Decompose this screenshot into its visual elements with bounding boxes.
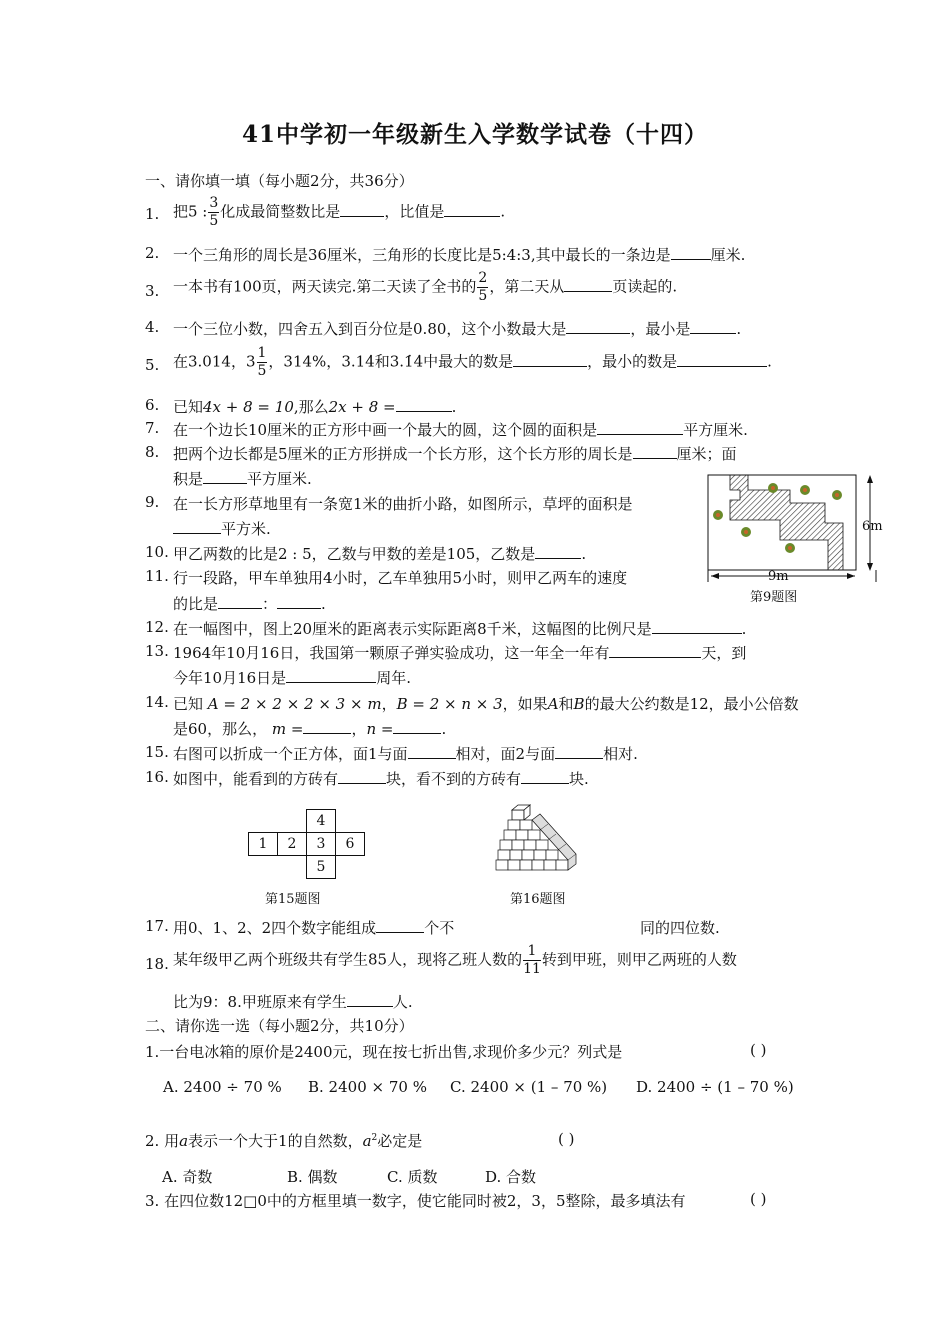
answer-blank[interactable] xyxy=(408,744,456,759)
q18-number: 18. xyxy=(145,955,169,973)
question-6: 已知4x + 8 = 10,那么2x + 8 = . xyxy=(173,398,457,416)
answer-blank[interactable] xyxy=(597,420,683,435)
net-face-3: 3 xyxy=(307,833,336,856)
q6-number: 6. xyxy=(145,396,160,414)
fraction: $\frac{1}{5}$ xyxy=(257,345,267,379)
section-1-heading: 一、请你填一填（每小题2分，共36分） xyxy=(145,172,414,190)
figure-16-caption: 第16题图 xyxy=(510,892,566,907)
q15-number: 15. xyxy=(145,743,169,761)
question-17: 用0、1、2、2四个数字能组成 个不 xyxy=(173,919,455,937)
q14-number: 14. xyxy=(145,693,169,711)
mc-question-1: 1.一台电冰箱的原价是2400元，现在按七折出售,求现价多少元？列式是 xyxy=(145,1043,623,1061)
mc-question-2: 2. 用a表示一个大于1的自然数，$a^2$必定是 xyxy=(145,1132,423,1150)
answer-blank[interactable] xyxy=(203,469,247,484)
question-14-line2: 是60，那么， m = ，n = . xyxy=(173,720,447,738)
answer-blank[interactable] xyxy=(555,744,603,759)
answer-blank[interactable] xyxy=(218,594,262,609)
question-3: 一本书有100页，两天读完.第二天读了全书的 $\frac{2}{5}$ ，第二天从 页读起的. xyxy=(173,270,678,304)
question-11-line1: 行一段路，甲车单独用4小时，乙车单独用5小时，则甲乙两车的速度 xyxy=(173,569,628,587)
question-7: 在一个边长10厘米的正方形中画一个最大的圆，这个圆的面积是 平方厘米. xyxy=(173,421,748,439)
question-18-line1: 某年级甲乙两个班级共有学生85人，现将乙班人数的 $\frac{1}{11}$ 转到甲班，则甲乙两班的人数 xyxy=(173,943,737,977)
section-2-heading: 二、请你选一选（每小题2分，共10分） xyxy=(145,1017,414,1035)
question-10: 甲乙两数的比是2 : 5，乙数与甲数的差是105，乙数是 . xyxy=(173,545,587,563)
option-b[interactable]: B. 2400 × 70 % xyxy=(308,1078,427,1096)
q5-number: 5. xyxy=(145,356,160,374)
figure-16-cube-stack xyxy=(494,802,586,880)
answer-blank[interactable] xyxy=(173,519,221,534)
answer-blank[interactable] xyxy=(277,594,321,609)
question-5: 在3.014，3 $\frac{1}{5}$ ，314%，3.14̇和3.1̇4̇中最大的数是 ，最小的数是 . xyxy=(173,345,772,379)
question-8-line1: 把两个边长都是5厘米的正方形拼成一个长方形，这个长方形的周长是 厘米；面 xyxy=(173,445,737,463)
option-d[interactable]: D. 合数 xyxy=(485,1168,537,1186)
q11-number: 11. xyxy=(145,567,169,585)
answer-blank[interactable] xyxy=(566,319,630,334)
q12-number: 12. xyxy=(145,618,169,636)
answer-blank[interactable] xyxy=(564,277,612,292)
option-c[interactable]: C. 2400 × (1 – 70 %) xyxy=(450,1078,608,1096)
option-a[interactable]: A. 2400 ÷ 70 % xyxy=(163,1078,282,1096)
answer-blank[interactable] xyxy=(609,643,701,658)
page-title: 41中学初一年级新生入学数学试卷（十四） xyxy=(241,121,708,148)
answer-paren[interactable]: ( ) xyxy=(558,1130,575,1148)
answer-blank[interactable] xyxy=(521,769,569,784)
answer-blank[interactable] xyxy=(535,544,581,559)
q7-number: 7. xyxy=(145,419,160,437)
q1-number: 1. xyxy=(145,205,160,223)
answer-blank[interactable] xyxy=(340,202,384,217)
cube-net-figure xyxy=(248,809,365,879)
net-face-5: 5 xyxy=(307,856,336,879)
mc-question-3: 3. 在四位数12□0中的方框里填一数字，使它能同时被2，3，5整除，最多填法有 xyxy=(145,1192,686,1210)
question-12: 在一幅图中，图上20厘米的距离表示实际距离8千米，这幅图的比例尺是 . xyxy=(173,620,747,638)
figure-9-lawn-diagram xyxy=(700,470,890,605)
question-8-line2: 积是 平方厘米. xyxy=(173,470,312,488)
net-face-6: 6 xyxy=(336,833,365,856)
option-a[interactable]: A. 奇数 xyxy=(162,1168,213,1186)
answer-blank[interactable] xyxy=(690,319,736,334)
question-13-line2: 今年10月16日是 周年. xyxy=(173,669,411,687)
q8-number: 8. xyxy=(145,443,160,461)
question-2: 一个三角形的周长是36厘米，三角形的长度比是5:4:3,其中最长的一条边是 厘米. xyxy=(173,246,746,264)
question-11-line2: 的比是 ： . xyxy=(173,595,326,613)
net-face-1: 1 xyxy=(249,833,278,856)
answer-blank[interactable] xyxy=(347,992,393,1007)
fraction: $\frac{3}{5}$ xyxy=(209,195,219,229)
figure-9-height-label: 6m xyxy=(862,519,883,534)
question-9-line2: 平方米. xyxy=(173,518,271,539)
q16-number: 16. xyxy=(145,768,169,786)
answer-blank[interactable] xyxy=(444,202,500,217)
answer-paren[interactable]: ( ) xyxy=(750,1041,767,1059)
question-14-line1: 已知 A = 2 × 2 × 2 × 3 × m，B = 2 × n × 3，如果A和B的最大公约数是12，最小公倍数 xyxy=(173,695,799,713)
q3-number: 3. xyxy=(145,282,160,300)
answer-paren[interactable]: ( ) xyxy=(750,1190,767,1208)
fraction: $\frac{2}{5}$ xyxy=(478,270,488,304)
option-d[interactable]: D. 2400 ÷ (1 – 70 %) xyxy=(636,1078,794,1096)
q9-number: 9. xyxy=(145,493,160,511)
q17-number: 17. xyxy=(145,917,169,935)
figure-9-width-label: 9m xyxy=(768,569,789,584)
q13-number: 13. xyxy=(145,642,169,660)
net-face-4: 4 xyxy=(307,810,336,833)
answer-blank[interactable] xyxy=(677,352,767,367)
net-face-2: 2 xyxy=(278,833,307,856)
answer-blank[interactable] xyxy=(393,719,441,734)
option-c[interactable]: C. 质数 xyxy=(387,1168,438,1186)
answer-blank[interactable] xyxy=(286,668,376,683)
q2-number: 2. xyxy=(145,244,160,262)
answer-blank[interactable] xyxy=(513,352,587,367)
answer-blank[interactable] xyxy=(303,719,351,734)
answer-blank[interactable] xyxy=(633,444,677,459)
question-18-line2: 比为9：8.甲班原来有学生 人. xyxy=(173,993,413,1011)
question-15: 右图可以折成一个正方体，面1与面 相对，面2与面 相对. xyxy=(173,745,638,763)
answer-blank[interactable] xyxy=(671,245,711,260)
answer-blank[interactable] xyxy=(652,619,742,634)
question-17-tail: 同的四位数. xyxy=(640,919,720,937)
q4-number: 4. xyxy=(145,318,160,336)
q10-number: 10. xyxy=(145,543,169,561)
fraction: $\frac{1}{11}$ xyxy=(523,943,541,977)
answer-blank[interactable] xyxy=(396,397,452,412)
figure-15-caption: 第15题图 xyxy=(265,892,321,907)
question-1: 把5 : $\frac{3}{5}$ 化成最简整数比是 ，比值是 . xyxy=(173,195,506,229)
option-b[interactable]: B. 偶数 xyxy=(287,1168,338,1186)
answer-blank[interactable] xyxy=(376,918,424,933)
figure-9-caption: 第9题图 xyxy=(750,590,798,605)
question-13-line1: 1964年10月16日，我国第一颗原子弹实验成功，这一年全一年有 天，到 xyxy=(173,644,747,662)
question-16: 如图中，能看到的方砖有 块，看不到的方砖有 块. xyxy=(173,770,589,788)
question-4: 一个三位小数，四舍五入到百分位是0.80，这个小数最大是 ，最小是 . xyxy=(173,320,742,338)
question-9-line1: 在一长方形草地里有一条宽1米的曲折小路，如图所示，草坪的面积是 xyxy=(173,495,633,513)
answer-blank[interactable] xyxy=(338,769,386,784)
